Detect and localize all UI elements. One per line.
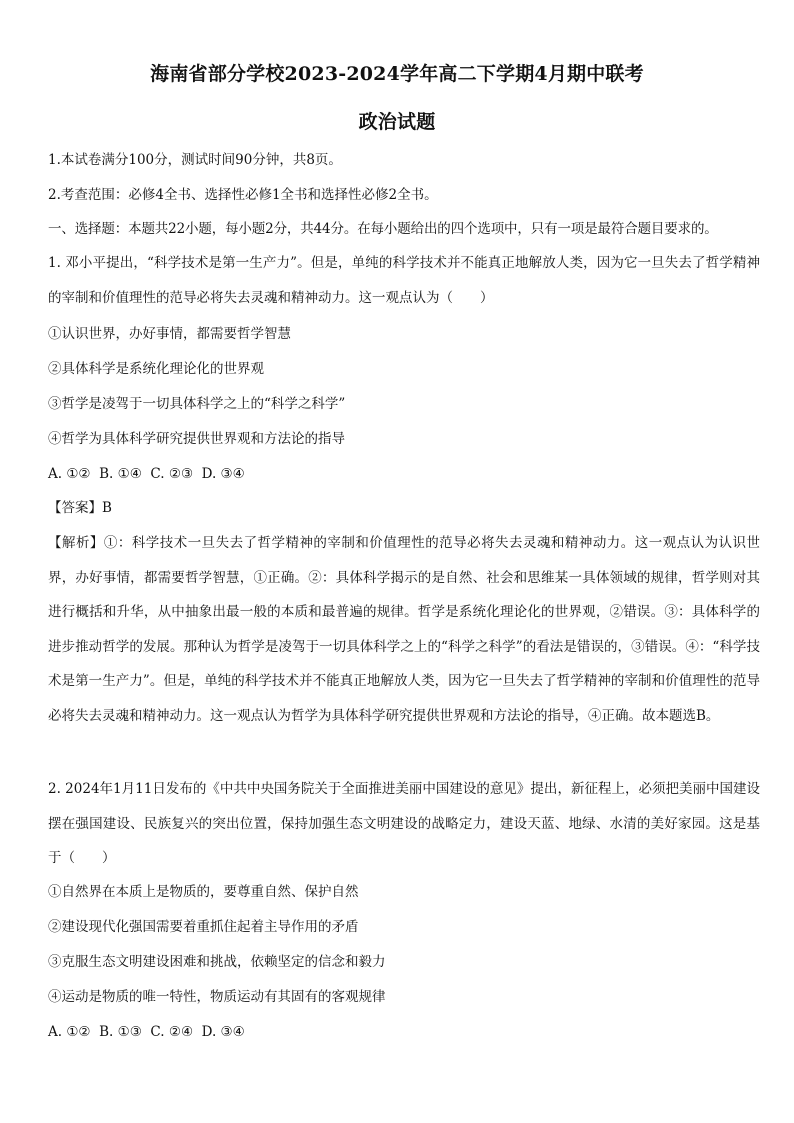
note-1: 1.本试卷满分100分，测试时间90分钟，共8页。 — [48, 152, 342, 168]
question-1-statement-1: ①认识世界，办好事情，都需要哲学智慧 — [48, 326, 291, 342]
question-2-stem: 2. 2024年1月11日发布的《中共中央国务院关于全面推进美丽中国建设的意见》提出，新征程上，必须把美丽中国建设摆在强国建设、民族复兴的突出位置，保持加强生态文明建设的战略定力，建设天蓝、地绿、水清的美好家园。这是基于（ ） — [48, 781, 760, 866]
question-2-options: A. ①② B. ①③ C. ②④ D. ③④ — [48, 1024, 245, 1040]
question-1-options: A. ①② B. ①④ C. ②③ D. ③④ — [48, 466, 245, 482]
question-2-statement-2: ②建设现代化强国需要着重抓住起着主导作用的矛盾 — [48, 919, 359, 935]
exam-title: 海南省部分学校2023-2024学年高二下学期4月期中联考 — [150, 63, 644, 85]
question-1-statement-3: ③哲学是凌驾于一切具体科学之上的“科学之科学” — [48, 396, 346, 412]
exam-subject: 政治试题 — [358, 111, 436, 133]
question-1-analysis: 【解析】①：科学技术一旦失去了哲学精神的宰制和价值理性的范导必将失去灵魂和精神动力。这一观点认为认识世界，办好事情，都需要哲学智慧，①正确。②：具体科学揭示的是自然、社会和思维某一具体领域的规律，哲学则对其进行概括和升华，从中抽象出最一般的本质和最普遍的规律。哲学是系统化理论化的世界观，②错误。③：具体科学的进步推动哲学的发展。那种认为哲学是凌驾于一切具体科学之上的“科学之科学”的看法是错误的，③错误。④：“科学技术是第一生产力”。但是，单纯的科学技术并不能真正地解放人类，因为它一旦失去了哲学精神的宰制和价值理性的范导必将失去灵魂和精神动力。这一观点认为哲学为具体科学研究提供世界观和方法论的指导，④正确。故本题选B。 — [48, 535, 760, 724]
question-1-stem: 1. 邓小平提出，“科学技术是第一生产力”。但是，单纯的科学技术并不能真正地解放人类，因为它一旦失去了哲学精神的宰制和价值理性的范导必将失去灵魂和精神动力。这一观点认为（ ） — [48, 255, 760, 306]
question-2-statement-1: ①自然界在本质上是物质的，要尊重自然、保护自然 — [48, 884, 359, 900]
question-1-answer: 【答案】B — [48, 500, 112, 516]
section-heading: 一、选择题：本题共22小题，每小题2分，共44分。在每小题给出的四个选项中，只有一项是最符合题目要求的。 — [48, 221, 718, 237]
question-2-statement-4: ④运动是物质的唯一特性，物质运动有其固有的客观规律 — [48, 989, 386, 1005]
question-1-statement-2: ②具体科学是系统化理论化的世界观 — [48, 361, 264, 377]
question-1-statement-4: ④哲学为具体科学研究提供世界观和方法论的指导 — [48, 431, 345, 447]
question-2-statement-3: ③克服生态文明建设困难和挑战，依赖坚定的信念和毅力 — [48, 954, 386, 970]
note-2: 2.考查范围：必修4全书、选择性必修1全书和选择性必修2全书。 — [48, 187, 438, 203]
